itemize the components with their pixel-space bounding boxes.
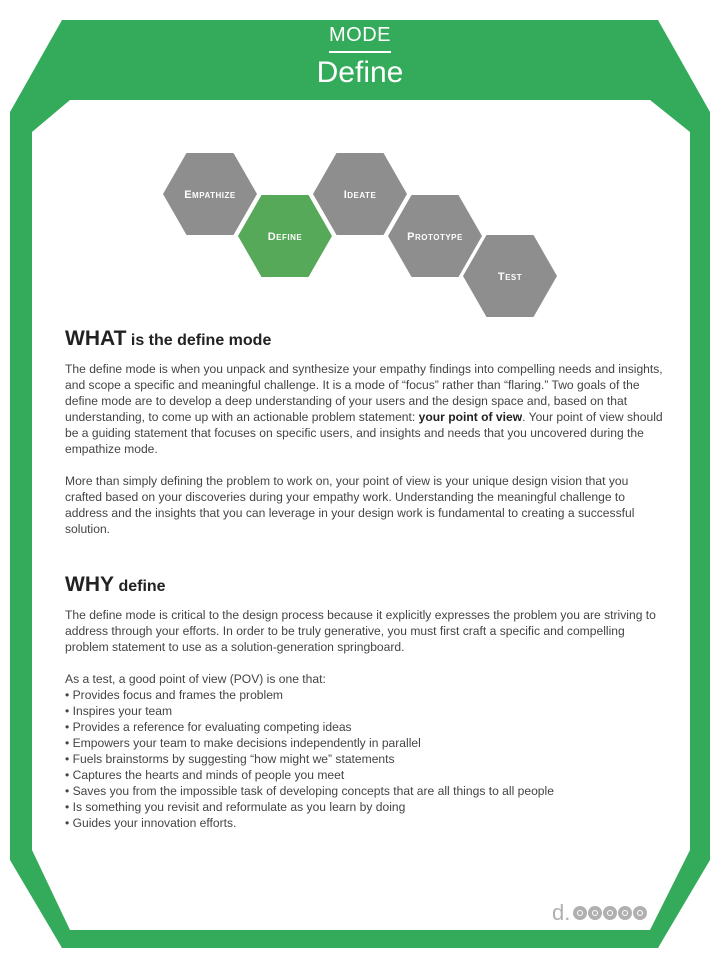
what-heading-big: WHAT	[65, 327, 127, 350]
logo-circle-icon	[573, 906, 587, 920]
what-heading	[65, 327, 665, 351]
what-p1-part1: The define mode is when you unpack and synthesize your empathy findings into compelling needs and insights, and scope a specific and meaningful challenge. It is a mode of “focus” rather than “flaring.” Two goals of the define mode are to develop a deep understanding of your users and the design space and, based on that understanding, to come up with an actionable problem statement:	[65, 362, 663, 424]
why-paragraph-1: The define mode is critical to the design process because it explicitly expresses the problem you are striving to address through your efforts. In order to be truly generative, you must first craft a specific and compelling problem statement to use as a solution-generation springboard.	[65, 608, 656, 654]
list-item: • Inspires your team	[65, 703, 665, 719]
list-item: • Provides focus and frames the problem	[65, 687, 665, 703]
list-item: • Empowers your team to make decisions independently in parallel	[65, 735, 665, 751]
why-heading-big: WHY	[65, 573, 114, 596]
dschool-logo	[552, 900, 647, 926]
what-heading-rest: is the define mode	[126, 332, 272, 349]
why-heading-rest: define	[114, 578, 166, 595]
list-item: • Guides your innovation efforts.	[65, 815, 665, 831]
hex-label-ideate: Ideate	[343, 189, 377, 201]
list-item: • Captures the hearts and minds of people you meet	[65, 767, 665, 783]
mode-label: MODE	[329, 24, 391, 46]
why-heading	[65, 573, 665, 597]
logo-text: d.	[552, 900, 571, 925]
logo-circle-icon	[633, 906, 647, 920]
what-paragraph-1	[65, 361, 665, 457]
why-intro: As a test, a good point of view (POV) is one that:	[65, 672, 326, 686]
hex-label-test: Test	[497, 271, 523, 283]
pov-criteria-list	[65, 687, 665, 831]
list-item: • Is something you revisit and reformulate as you learn by doing	[65, 799, 665, 815]
mode-divider	[329, 51, 391, 53]
header	[0, 24, 720, 90]
hex-label-empathize: Empathize	[184, 189, 236, 201]
page-title: Define	[316, 56, 404, 89]
hex-label-define: Define	[267, 231, 303, 243]
list-item: • Saves you from the impossible task of developing concepts that are all things to all people	[65, 783, 665, 799]
list-item: • Fuels brainstorms by suggesting “how might we” statements	[65, 751, 665, 767]
hex-label-prototype: Prototype	[407, 231, 463, 243]
what-p1-bold: your point of view	[418, 410, 523, 424]
list-item: • Provides a reference for evaluating competing ideas	[65, 719, 665, 735]
what-paragraph-2: More than simply defining the problem to work on, your point of view is your unique design vision that you crafted based on your discoveries during your empathy work. Understanding the meaningful challenge to address and the insights that you can leverage in your design work is fundamental to creating a successful solution.	[65, 474, 635, 536]
logo-circle-icon	[618, 906, 632, 920]
design-process-diagram	[150, 150, 570, 325]
logo-circle-icon	[588, 906, 602, 920]
logo-circle-icon	[603, 906, 617, 920]
what-p1-part2: . Your point of view should be a guiding statement that focuses on specific users, and insights and needs that you uncovered during the empathize mode.	[65, 410, 663, 456]
main-content	[65, 327, 665, 831]
